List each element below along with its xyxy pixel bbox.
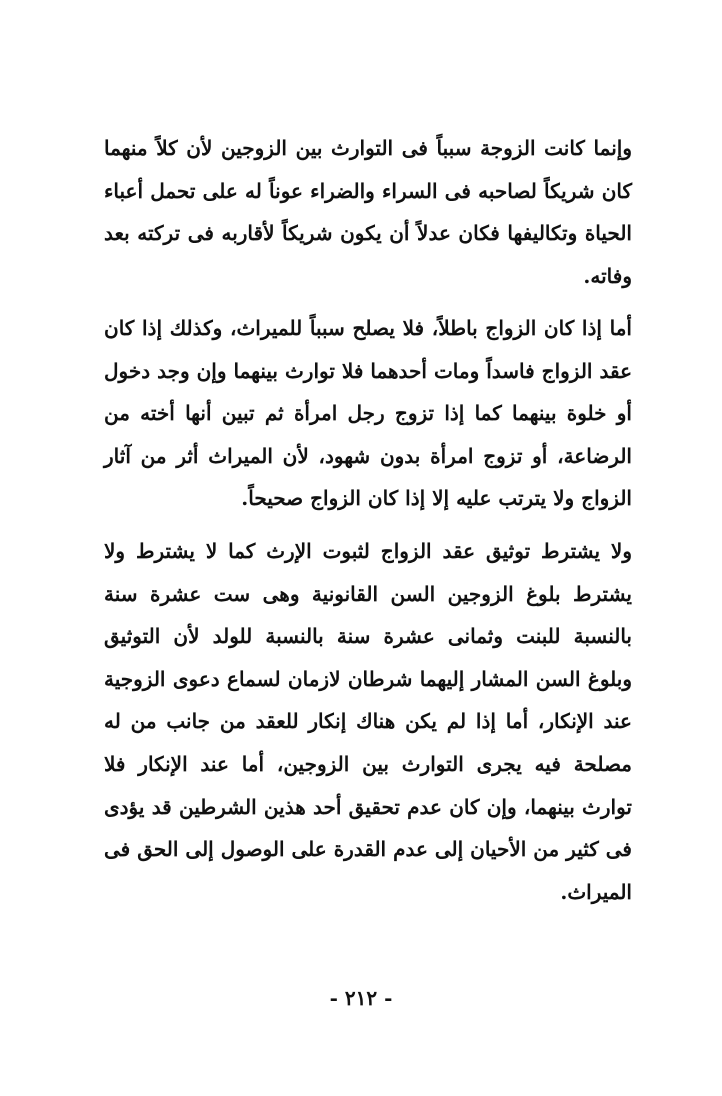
paragraph-2: أما إذا كان الزواج باطلاً، فلا يصلح سبباً للميراث، وكذلك إذا كان عقد الزواج فاسداً ومات أحدهما فلا توارث بينهما وإن وجد دخول أو خلوة بينهما كما إذا تزوج رجل امرأة ثم تبين أنها أخته من الرضاعة، أو تزوج امرأة بدون شهود، لأن الميراث أثر من آثار الزواج ولا يترتب عليه إلا إذا كان الزواج صحيحاً. (104, 316, 632, 511)
paragraph-3: ولا يشترط توثيق عقد الزواج لثبوت الإرث كما لا يشترط ولا يشترط بلوغ الزوجين السن القانونية وهى ست عشرة سنة بالنسبة للبنت وثمانى عشرة سنة بالنسبة للولد لأن التوثيق وبلوغ السن المشار إليهما شرطان لازمان لسماع دعوى الزوجية عند الإنكار، أما إذا لم يكن هناك إنكار للعقد من جانب من له مصلحة فيه يجرى التوارث بين الزوجين، أما عند الإنكار فلا توارث بينهما، وإن كان عدم تحقيق أحد هذين الشرطين قد يؤدى فى كثير من الأحيان إلى عدم القدرة على الوصول إلى الحق فى الميراث. (104, 539, 632, 904)
paragraph-1: وإنما كانت الزوجة سبباً فى التوارث بين الزوجين لأن كلاً منهما كان شريكاً لصاحبه فى السراء والضراء عوناً له على تحمل أعباء الحياة وتكاليفها فكان عدلاً أن يكون شريكاً لأقاربه فى تركته بعد وفاته. (104, 136, 632, 288)
page-number: - ٢١٢ - (329, 986, 393, 1010)
